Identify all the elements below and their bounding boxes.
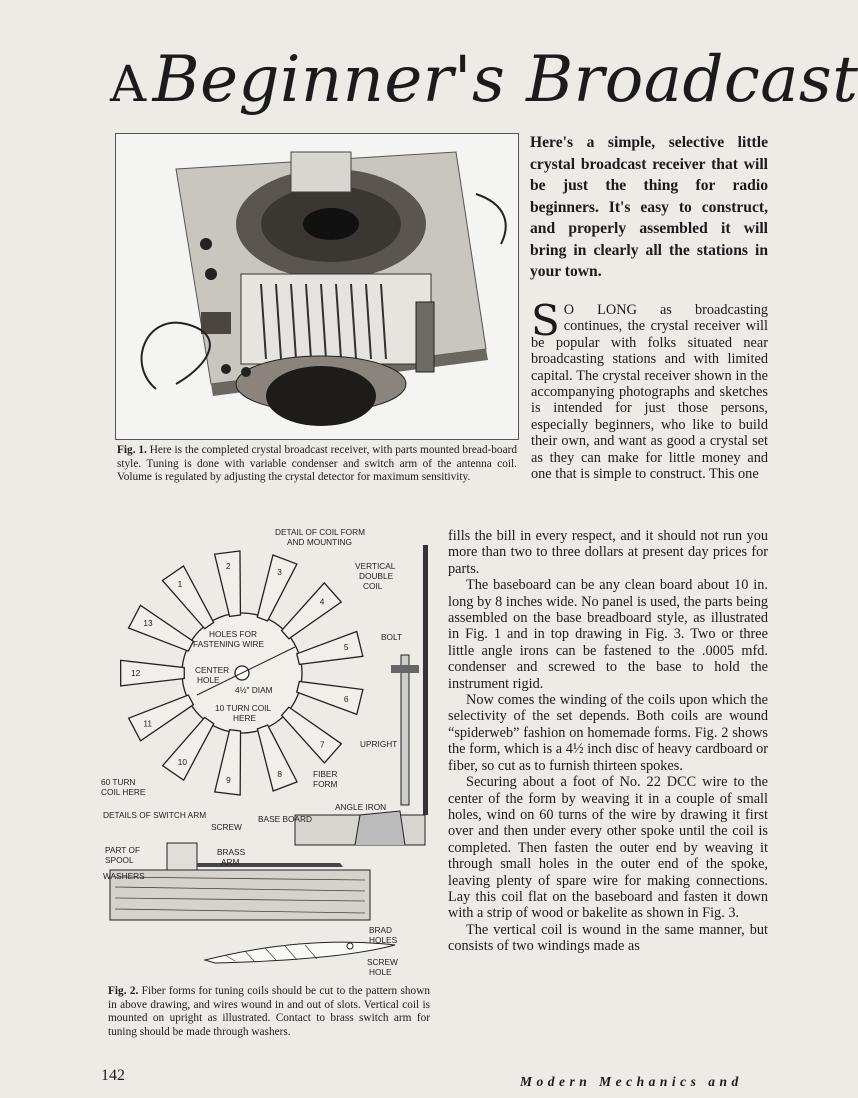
label-angle-iron: ANGLE IRON bbox=[335, 802, 387, 812]
label-washers: WASHERS bbox=[103, 871, 145, 881]
spoke-number: 11 bbox=[143, 718, 153, 729]
article-title bbox=[110, 43, 858, 117]
spoke-number: 10 bbox=[177, 756, 187, 767]
label-upright: UPRIGHT bbox=[360, 739, 398, 749]
detail-title-2: AND MOUNTING bbox=[287, 537, 352, 547]
spoke-number: 7 bbox=[319, 739, 325, 750]
label-brass-2: ARM bbox=[221, 857, 240, 867]
spoke-number: 12 bbox=[131, 668, 141, 679]
label-ten-turn-2: HERE bbox=[233, 713, 257, 723]
coil-form-spoke bbox=[162, 566, 213, 629]
fig2-diagram bbox=[101, 515, 430, 980]
label-ten-turn-1: 10 TURN COIL bbox=[215, 703, 272, 713]
label-screw: SCREW bbox=[211, 822, 242, 832]
paragraph-1-continued: fills the bill in every respect, and it should not run you more than two to three dollars at present day prices for parts. bbox=[448, 528, 768, 577]
spoke-number: 2 bbox=[225, 560, 231, 571]
paragraph-4: Securing about a foot of No. 22 DCC wire to the center of the form by weaving it in a couple of small holes, wind on 60 turns of the wire by drawing it first over and then under every other spoke until the coil is completed. Then fasten the outer end by weaving it through small holes in the outer end of the spoke, leaving plenty of spare wire for making connections. Lay this coil flat on the baseboard and fasten it down with a strip of wood or bakelite as shown in Fig. 3. bbox=[448, 774, 768, 922]
coil-form-spoke bbox=[282, 583, 342, 639]
paragraph-5: The vertical coil is wound in the same manner, but consists of two windings made as bbox=[448, 921, 768, 955]
label-part-of-1: PART OF bbox=[105, 845, 141, 855]
fig1-caption bbox=[117, 444, 517, 485]
label-holes-1: HOLES FOR bbox=[209, 629, 257, 639]
intro-deck: Here's a simple, selective little crystal broadcast receiver that will be just the thing for radio beginners. It's easy to construct, and properly assembled it will bring in clearly all the stations in your town. bbox=[530, 134, 768, 280]
fig1-photograph bbox=[115, 133, 519, 440]
coil-form-spoke bbox=[163, 717, 214, 780]
fig1-caption-text: Here is the completed crystal broadcast receiver, with parts mounted bread-board style. Tuning is done with variable condenser and switch arm of the antenna coil. Volume is regulated by adjusting the crystal detector for maximum sensitivity. bbox=[117, 444, 517, 484]
detail-title-1: DETAIL OF COIL FORM bbox=[275, 527, 366, 537]
title-lead: A bbox=[110, 55, 147, 113]
coil-form-spoke bbox=[257, 555, 297, 621]
spoke-number: 1 bbox=[177, 579, 183, 590]
paragraph-2: The baseboard can be any clean board about 10 in. long by 8 inches wide. No panel is used, the parts being assembled on the base breadboard style, as illustrated in Fig. 1 and in top drawing in Fig. 3. Two or three little angle irons can be fastened to the .0005 mfd. condenser and screwed to the base to hold the instrument rigid. bbox=[448, 577, 768, 692]
fig2-caption-text: Fiber forms for tuning coils should be cut to the pattern shown in above drawing, and wires wound in and out of slots. Vertical coil is mounted on upright as illustrated. Contact to brass switch arm for tuning should be made through washers. bbox=[108, 985, 430, 1038]
fig2-caption bbox=[108, 985, 430, 1039]
label-fiber-2: FORM bbox=[313, 779, 338, 789]
label-part-of-2: SPOOL bbox=[105, 855, 134, 865]
coil-form-spoke bbox=[297, 631, 363, 664]
label-fiber-1: FIBER bbox=[313, 769, 338, 779]
label-brass-1: BRASS bbox=[217, 847, 246, 857]
label-vertical-2: DOUBLE bbox=[359, 571, 394, 581]
fig2-label: Fig. 2. bbox=[108, 985, 139, 997]
page-number: 142 bbox=[101, 1067, 125, 1084]
body-column-main bbox=[448, 528, 768, 955]
paragraph-1 bbox=[531, 296, 768, 483]
fig1-label: Fig. 1. bbox=[117, 444, 147, 456]
label-sixty-turn-1: 60 TURN bbox=[101, 777, 136, 787]
coil-form-spoke bbox=[129, 605, 194, 651]
spoke-number: 9 bbox=[226, 775, 231, 786]
label-screw-hole-2: HOLE bbox=[369, 967, 392, 977]
spoke-number: 5 bbox=[343, 642, 349, 653]
label-screw-hole-1: SCREW bbox=[367, 957, 398, 967]
title-rest: Beginner's Broadcast bbox=[152, 43, 858, 117]
label-vertical-3: COIL bbox=[363, 581, 383, 591]
paragraph-1-text: O LONG as broadcasting continues, the crystal receiver will be popular with folks situated near broadcasting stations and with limited capital. The crystal receiver shown in the accompanying photographs and sketches is intended for just those persons, especially beginners, who like to build their own, and want as good a crystal set as they can make for little money and one that is simple to construct. This one bbox=[531, 302, 768, 483]
spoke-number: 3 bbox=[277, 566, 282, 577]
label-diam: 4½" DIAM bbox=[235, 685, 273, 695]
label-vertical-1: VERTICAL bbox=[355, 561, 396, 571]
coil-form-spoke bbox=[282, 707, 342, 763]
spoke-number: 8 bbox=[277, 768, 283, 779]
label-base-board: BASE BOARD bbox=[258, 814, 312, 824]
coil-form-spoke bbox=[297, 681, 363, 714]
label-bolt: BOLT bbox=[381, 632, 403, 642]
label-brad-1: BRAD bbox=[369, 925, 393, 935]
spoke-number: 6 bbox=[343, 693, 349, 704]
spoke-number: 4 bbox=[319, 596, 325, 607]
paragraph-3: Now comes the winding of the coils upon which the selectivity of the set depends. Both coils are wound “spiderweb” fashion on homemade forms. Fig. 2 shows the form, which is a 4½ inch disc of heavy cardboard or fiber, so cut as to furnish thirteen spokes. bbox=[448, 692, 768, 774]
label-brad-2: HOLES bbox=[369, 935, 398, 945]
body-column-right-top bbox=[531, 296, 768, 483]
running-title: Modern Mechanics and bbox=[520, 1074, 743, 1089]
label-center-2: HOLE bbox=[197, 675, 220, 685]
label-sixty-turn-2: COIL HERE bbox=[101, 787, 146, 797]
label-center-1: CENTER bbox=[195, 665, 230, 675]
coil-form-spoke bbox=[129, 695, 194, 741]
label-holes-2: FASTENING WIRE bbox=[193, 639, 264, 649]
label-switch-arm: DETAILS OF SWITCH ARM bbox=[103, 810, 207, 820]
coil-form-spoke bbox=[257, 725, 297, 791]
spoke-number: 13 bbox=[143, 617, 153, 628]
drop-cap: S bbox=[531, 296, 560, 345]
